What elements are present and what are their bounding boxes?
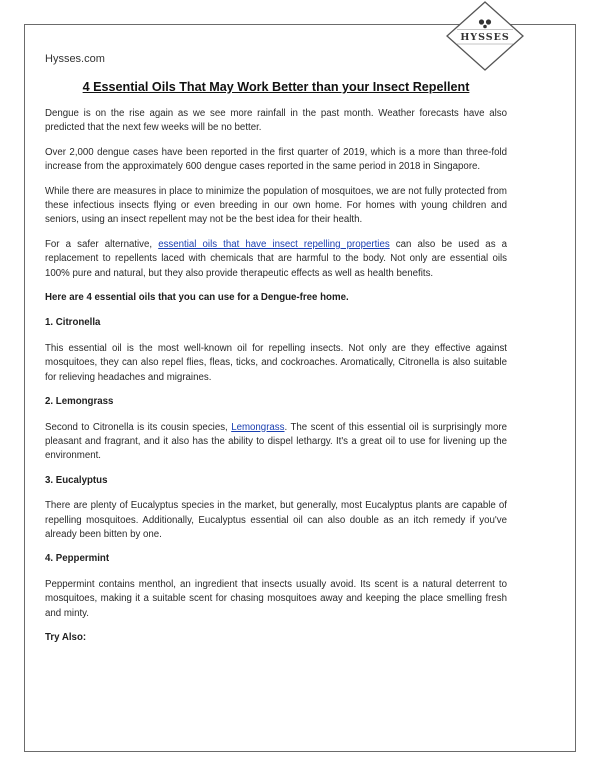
heading-peppermint: 4. Peppermint (45, 553, 110, 565)
body-lemongrass: Second to Citronella is its cousin species, Lemongrass. The scent of this essential oil is surprisingly more pleasant and fragrant, and it also has the ability to dispel lethargy. It's a great oil to use for livening up the environment. (45, 421, 507, 462)
try-also-heading: Try Also: (45, 631, 87, 643)
paragraph-cases: Over 2,000 dengue cases have been reported in the first quarter of 2019, which is a more than three-fold increase from the approximately 600 dengue cases reported in the same period in 2018 in Singapore. (45, 146, 507, 173)
heading-eucalyptus: 3. Eucalyptus (45, 474, 108, 486)
hysses-logo (443, 0, 527, 72)
heading-lemongrass: 2. Lemongrass (45, 396, 114, 408)
body-eucalyptus: There are plenty of Eucalyptus species in the market, but generally, most Eucalyptus plants are capable of repelling mosquitoes. Additionally, Eucalyptus essential oil can also double as an itch remedy if you've already been bitten by one. (45, 500, 507, 540)
body-citronella: This essential oil is the most well-known oil for repelling insects. Not only are they effective against mosquitoes, they can also repel flies, fleas, ticks, and cockroaches. Aromatically, Citronella is also suitable for relieving headaches and migraines. (45, 342, 507, 383)
intro-heading: Here are 4 essential oils that you can use for a Dengue-free home. (45, 292, 349, 304)
heading-citronella: 1. Citronella (45, 317, 101, 329)
paragraph-alternative: For a safer alternative, essential oils that have insect repelling properties can also be used as a replacement to repellents laced with chemicals that are harmful to the body. Not only are essential oils 100% pure and natural, but they also provide therapeutic effects as well as health benefits. (45, 238, 508, 279)
lemongrass-link[interactable]: Lemongrass (231, 421, 285, 433)
essential-oils-link[interactable]: essential oils that have insect repelling properties (158, 238, 390, 250)
site-name: Hysses.com (45, 53, 105, 65)
paragraph-measures: While there are measures in place to minimize the population of mosquitoes, we are not fully protected from these infectious insects flying or even breeding in our own home. For homes with young children and seniors, using an insect repellent may not be the best idea for their health. (45, 185, 507, 226)
article (45, 80, 507, 656)
paragraph-intro: Dengue is on the rise again as we see more rainfall in the past month. Weather forecasts have also predicted that the next few weeks will be no better. (45, 108, 507, 134)
article-title: 4 Essential Oils That May Work Better than your Insect Repellent (82, 80, 470, 94)
logo-text: HYSSES (460, 32, 510, 43)
body-peppermint: Peppermint contains menthol, an ingredient that insects usually avoid. Its scent is a natural deterrent to mosquitoes, making it a suitable scent for chasing mosquitoes away and keeping the place smelling fresh and minty. (45, 578, 507, 619)
